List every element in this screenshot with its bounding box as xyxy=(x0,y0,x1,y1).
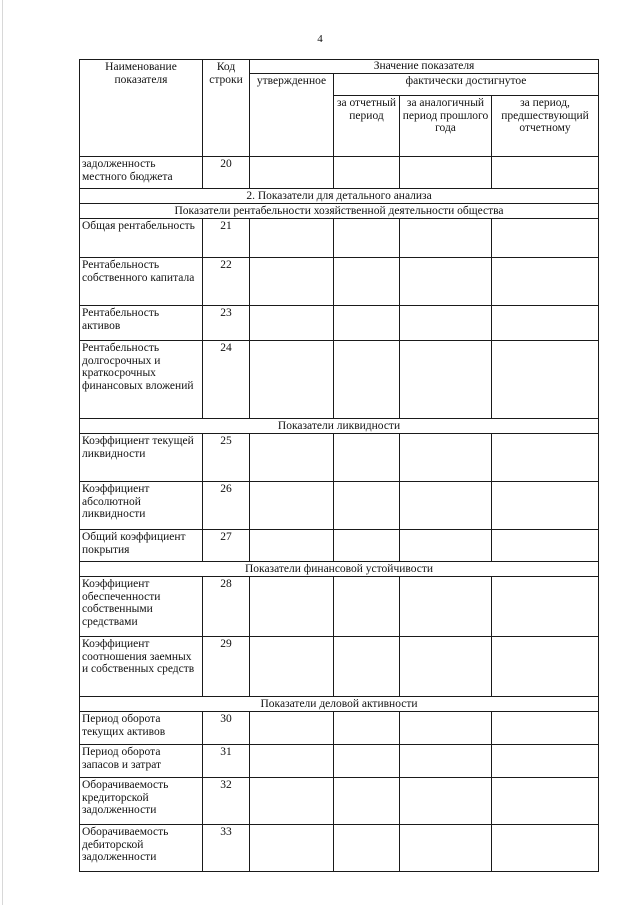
row-cell xyxy=(334,530,400,562)
header-period-current: за отчетный период xyxy=(334,96,400,157)
row-cell xyxy=(492,530,599,562)
row-cell xyxy=(250,482,334,530)
row-name: Период оборота запасов и затрат xyxy=(80,745,203,778)
section-row xyxy=(80,419,599,434)
row-cell xyxy=(400,157,492,189)
row-cell xyxy=(400,745,492,778)
table-row xyxy=(80,306,599,341)
table-row xyxy=(80,157,599,189)
table-row xyxy=(80,825,599,872)
row-cell xyxy=(250,745,334,778)
section-row xyxy=(80,189,599,204)
row-name: Коэффициент абсолютной ликвидности xyxy=(80,482,203,530)
row-cell xyxy=(334,712,400,745)
row-name: Рентабельность активов xyxy=(80,306,203,341)
row-cell xyxy=(250,434,334,482)
table-row xyxy=(80,482,599,530)
row-code: 26 xyxy=(203,482,250,530)
header-name: Наименование показателя xyxy=(80,60,203,157)
row-cell xyxy=(250,577,334,637)
row-cell xyxy=(250,530,334,562)
table-row xyxy=(80,745,599,778)
row-name: задолженность местного бюджета xyxy=(80,157,203,189)
row-cell xyxy=(334,258,400,306)
row-cell xyxy=(250,637,334,697)
group-title: Показатели рентабельности хозяйственной деятельности общества xyxy=(80,204,599,219)
row-cell xyxy=(492,778,599,825)
row-cell xyxy=(334,341,400,419)
row-name: Оборачиваемость кредиторской задолженности xyxy=(80,778,203,825)
row-cell xyxy=(400,637,492,697)
header-row-1 xyxy=(80,60,599,74)
row-cell xyxy=(400,219,492,258)
row-cell xyxy=(250,219,334,258)
row-name: Коэффициент соотношения заемных и собственных средств xyxy=(80,637,203,697)
table-row xyxy=(80,530,599,562)
row-name: Коэффициент обеспеченности собственными средствами xyxy=(80,577,203,637)
row-cell xyxy=(334,745,400,778)
row-cell xyxy=(250,341,334,419)
row-cell xyxy=(492,482,599,530)
group-title: Показатели деловой активности xyxy=(80,697,599,712)
row-cell xyxy=(492,825,599,872)
row-cell xyxy=(400,577,492,637)
row-cell xyxy=(492,258,599,306)
row-name: Рентабельность собственного капитала xyxy=(80,258,203,306)
row-code: 20 xyxy=(203,157,250,189)
section-row xyxy=(80,562,599,577)
row-cell xyxy=(400,306,492,341)
row-code: 22 xyxy=(203,258,250,306)
row-code: 33 xyxy=(203,825,250,872)
row-cell xyxy=(334,577,400,637)
row-cell xyxy=(400,825,492,872)
row-code: 21 xyxy=(203,219,250,258)
section-row xyxy=(80,697,599,712)
row-cell xyxy=(250,778,334,825)
table-row xyxy=(80,341,599,419)
row-cell xyxy=(492,341,599,419)
row-name: Общая рентабельность xyxy=(80,219,203,258)
row-code: 29 xyxy=(203,637,250,697)
indicators-table xyxy=(79,59,599,872)
table-row xyxy=(80,577,599,637)
row-cell xyxy=(492,434,599,482)
row-cell xyxy=(492,745,599,778)
header-approved: утвержденное xyxy=(250,74,334,157)
row-cell xyxy=(334,306,400,341)
row-cell xyxy=(334,637,400,697)
row-cell xyxy=(492,219,599,258)
page-number: 4 xyxy=(317,33,323,45)
row-code: 25 xyxy=(203,434,250,482)
row-cell xyxy=(400,712,492,745)
row-name: Оборачиваемость дебиторской задолженности xyxy=(80,825,203,872)
header-period-same-prev: за аналогичный период прошлого года xyxy=(400,96,492,157)
row-cell xyxy=(334,778,400,825)
row-code: 24 xyxy=(203,341,250,419)
row-code: 31 xyxy=(203,745,250,778)
row-cell xyxy=(334,825,400,872)
row-code: 32 xyxy=(203,778,250,825)
group-title: Показатели финансовой устойчивости xyxy=(80,562,599,577)
row-cell xyxy=(250,258,334,306)
row-cell xyxy=(250,712,334,745)
row-name: Коэффициент текущей ликвидности xyxy=(80,434,203,482)
row-cell xyxy=(492,157,599,189)
group-title: Показатели ликвидности xyxy=(80,419,599,434)
row-cell xyxy=(400,482,492,530)
header-period-preceding: за период, предшествующий отчетному xyxy=(492,96,599,157)
row-cell xyxy=(250,306,334,341)
section-row xyxy=(80,204,599,219)
row-cell xyxy=(400,434,492,482)
row-cell xyxy=(400,341,492,419)
row-cell xyxy=(250,157,334,189)
table-row xyxy=(80,434,599,482)
row-cell xyxy=(492,637,599,697)
header-actual: фактически достигнутое xyxy=(334,74,599,96)
table-row xyxy=(80,778,599,825)
row-cell xyxy=(334,482,400,530)
table-row xyxy=(80,219,599,258)
row-code: 30 xyxy=(203,712,250,745)
row-cell xyxy=(492,577,599,637)
header-code: Код строки xyxy=(203,60,250,157)
table-body xyxy=(80,60,599,872)
row-cell xyxy=(492,306,599,341)
header-value: Значение показателя xyxy=(250,60,599,74)
row-code: 28 xyxy=(203,577,250,637)
row-code: 27 xyxy=(203,530,250,562)
row-cell xyxy=(334,434,400,482)
row-cell xyxy=(492,712,599,745)
row-cell xyxy=(334,219,400,258)
row-cell xyxy=(400,258,492,306)
row-cell xyxy=(250,825,334,872)
section-title: 2. Показатели для детального анализа xyxy=(80,189,599,204)
row-code: 23 xyxy=(203,306,250,341)
row-cell xyxy=(400,530,492,562)
row-cell xyxy=(334,157,400,189)
row-name: Общий коэффициент покрытия xyxy=(80,530,203,562)
row-cell xyxy=(400,778,492,825)
table-row xyxy=(80,637,599,697)
scan-edge-line xyxy=(2,0,3,905)
table-row xyxy=(80,258,599,306)
row-name: Период оборота текущих активов xyxy=(80,712,203,745)
row-name: Рентабельность долгосрочных и краткосрочных финансовых вложений xyxy=(80,341,203,419)
table-row xyxy=(80,712,599,745)
